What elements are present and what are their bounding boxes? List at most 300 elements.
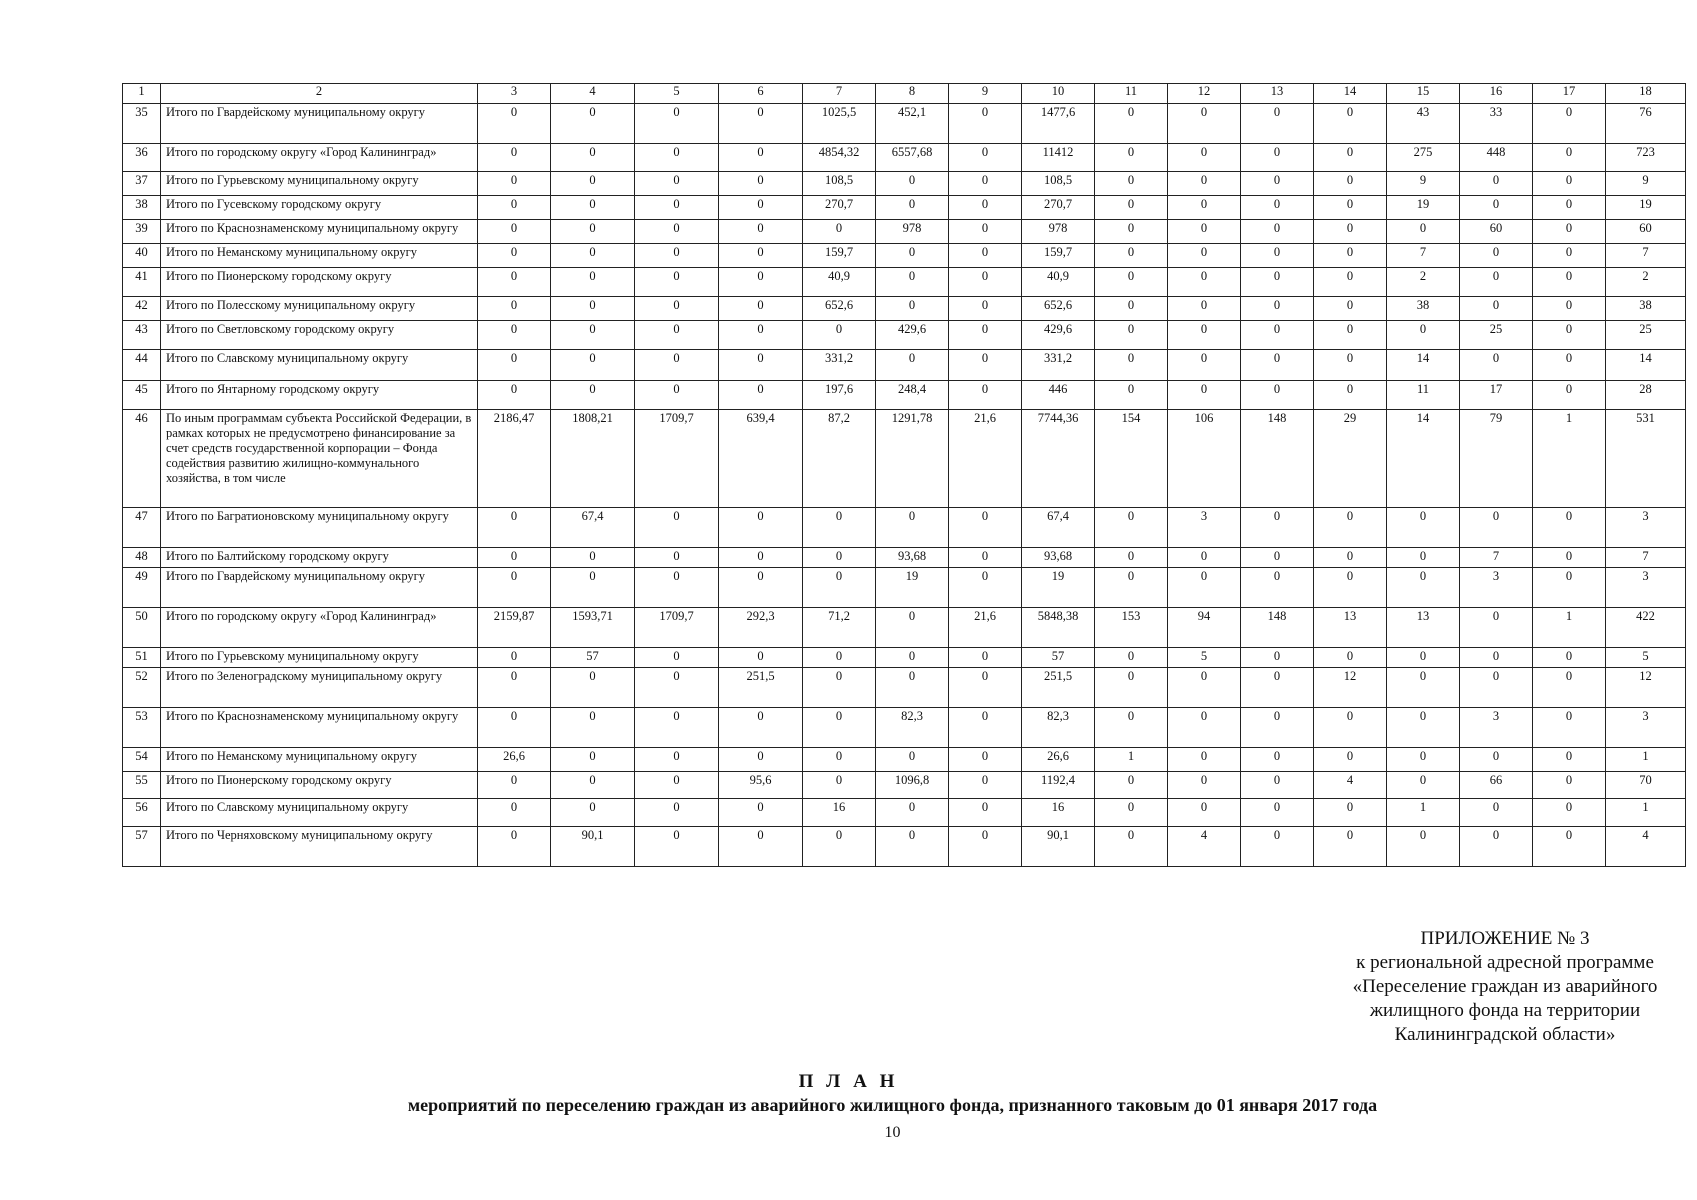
value-cell: 0 xyxy=(1533,827,1606,867)
value-cell: 0 xyxy=(1460,608,1533,648)
value-cell: 0 xyxy=(1460,748,1533,772)
row-number-cell: 48 xyxy=(123,548,161,568)
table-row xyxy=(123,381,1686,410)
value-cell: 0 xyxy=(1241,772,1314,799)
value-cell: 0 xyxy=(1241,244,1314,268)
row-name-cell: По иным программам субъекта Российской Федерации, в рамках которых не предусмотрено финансирование за счет средств государственной корпорации – Фонда содействия развитию жилищно-коммунального хозяйства, в том числе xyxy=(161,410,478,508)
value-cell: 0 xyxy=(949,321,1022,350)
value-cell: 0 xyxy=(478,196,551,220)
value-cell: 0 xyxy=(478,172,551,196)
value-cell: 19 xyxy=(1022,568,1095,608)
value-cell: 0 xyxy=(876,827,949,867)
value-cell: 1 xyxy=(1533,410,1606,508)
value-cell: 1709,7 xyxy=(635,608,719,648)
value-cell: 0 xyxy=(719,196,803,220)
value-cell: 14 xyxy=(1606,350,1686,381)
value-cell: 0 xyxy=(1314,508,1387,548)
value-cell: 7 xyxy=(1460,548,1533,568)
value-cell: 448 xyxy=(1460,144,1533,172)
value-cell: 0 xyxy=(1241,548,1314,568)
value-cell: 0 xyxy=(635,772,719,799)
value-cell: 0 xyxy=(1241,350,1314,381)
value-cell: 0 xyxy=(635,508,719,548)
value-cell: 12 xyxy=(1606,668,1686,708)
value-cell: 6557,68 xyxy=(876,144,949,172)
value-cell: 0 xyxy=(719,748,803,772)
value-cell: 0 xyxy=(1095,827,1168,867)
table-row xyxy=(123,799,1686,827)
page-number: 10 xyxy=(884,1124,901,1141)
value-cell: 0 xyxy=(1314,799,1387,827)
value-cell: 0 xyxy=(949,799,1022,827)
value-cell: 2 xyxy=(1387,268,1460,297)
value-cell: 0 xyxy=(1387,568,1460,608)
value-cell: 5848,38 xyxy=(1022,608,1095,648)
row-name-cell: Итого по Светловскому городскому округу xyxy=(161,321,478,350)
value-cell: 0 xyxy=(719,350,803,381)
value-cell: 0 xyxy=(719,172,803,196)
value-cell: 148 xyxy=(1241,410,1314,508)
table-row xyxy=(123,268,1686,297)
value-cell: 0 xyxy=(478,268,551,297)
value-cell: 0 xyxy=(551,668,635,708)
value-cell: 0 xyxy=(949,220,1022,244)
appendix-line-3: «Переселение граждан из аварийного xyxy=(1352,976,1658,997)
header-cell: 5 xyxy=(635,84,719,104)
value-cell: 0 xyxy=(949,648,1022,668)
value-cell: 331,2 xyxy=(803,350,876,381)
row-number-cell: 54 xyxy=(123,748,161,772)
value-cell: 12 xyxy=(1314,668,1387,708)
value-cell: 0 xyxy=(635,321,719,350)
value-cell: 0 xyxy=(1387,548,1460,568)
value-cell: 0 xyxy=(949,568,1022,608)
value-cell: 3 xyxy=(1606,568,1686,608)
row-name-cell: Итого по Гвардейскому муниципальному округу xyxy=(161,104,478,144)
value-cell: 0 xyxy=(551,104,635,144)
value-cell: 0 xyxy=(1314,220,1387,244)
value-cell: 66 xyxy=(1460,772,1533,799)
value-cell: 0 xyxy=(551,172,635,196)
value-cell: 251,5 xyxy=(719,668,803,708)
value-cell: 93,68 xyxy=(876,548,949,568)
row-name-cell: Итого по Янтарному городскому округу xyxy=(161,381,478,410)
row-number-cell: 51 xyxy=(123,648,161,668)
value-cell: 0 xyxy=(1387,708,1460,748)
value-cell: 0 xyxy=(876,648,949,668)
value-cell: 0 xyxy=(1314,381,1387,410)
value-cell: 0 xyxy=(1095,321,1168,350)
row-number-cell: 47 xyxy=(123,508,161,548)
value-cell: 0 xyxy=(1095,668,1168,708)
value-cell: 3 xyxy=(1606,708,1686,748)
value-cell: 0 xyxy=(1387,748,1460,772)
value-cell: 0 xyxy=(1241,297,1314,321)
header-cell: 12 xyxy=(1168,84,1241,104)
value-cell: 17 xyxy=(1460,381,1533,410)
value-cell: 0 xyxy=(949,196,1022,220)
table-row xyxy=(123,772,1686,799)
row-name-cell: Итого по Краснознаменскому муниципальному округу xyxy=(161,708,478,748)
value-cell: 0 xyxy=(1095,297,1168,321)
value-cell: 159,7 xyxy=(803,244,876,268)
value-cell: 21,6 xyxy=(949,608,1022,648)
row-name-cell: Итого по Зеленоградскому муниципальному округу xyxy=(161,668,478,708)
row-number-cell: 50 xyxy=(123,608,161,648)
value-cell: 0 xyxy=(1095,772,1168,799)
row-number-cell: 40 xyxy=(123,244,161,268)
header-cell: 6 xyxy=(719,84,803,104)
value-cell: 0 xyxy=(635,350,719,381)
value-cell: 0 xyxy=(478,568,551,608)
value-cell: 0 xyxy=(1314,321,1387,350)
value-cell: 0 xyxy=(803,648,876,668)
table-row xyxy=(123,244,1686,268)
value-cell: 0 xyxy=(949,144,1022,172)
header-cell: 4 xyxy=(551,84,635,104)
value-cell: 2186,47 xyxy=(478,410,551,508)
value-cell: 0 xyxy=(551,244,635,268)
value-cell: 0 xyxy=(1168,297,1241,321)
value-cell: 0 xyxy=(1387,772,1460,799)
value-cell: 0 xyxy=(1314,196,1387,220)
value-cell: 93,68 xyxy=(1022,548,1095,568)
row-name-cell: Итого по Пионерскому городскому округу xyxy=(161,268,478,297)
value-cell: 38 xyxy=(1387,297,1460,321)
value-cell: 0 xyxy=(1095,708,1168,748)
value-cell: 0 xyxy=(1168,772,1241,799)
value-cell: 38 xyxy=(1606,297,1686,321)
value-cell: 5 xyxy=(1606,648,1686,668)
row-number-cell: 36 xyxy=(123,144,161,172)
value-cell: 0 xyxy=(949,350,1022,381)
value-cell: 4854,32 xyxy=(803,144,876,172)
row-number-cell: 53 xyxy=(123,708,161,748)
value-cell: 0 xyxy=(1095,568,1168,608)
value-cell: 0 xyxy=(1387,648,1460,668)
value-cell: 90,1 xyxy=(1022,827,1095,867)
header-cell: 18 xyxy=(1606,84,1686,104)
row-number-cell: 42 xyxy=(123,297,161,321)
table-row xyxy=(123,548,1686,568)
value-cell: 0 xyxy=(1533,350,1606,381)
row-name-cell: Итого по Неманскому муниципальному округу xyxy=(161,244,478,268)
value-cell: 0 xyxy=(949,104,1022,144)
value-cell: 0 xyxy=(635,381,719,410)
value-cell: 0 xyxy=(478,668,551,708)
value-cell: 0 xyxy=(803,748,876,772)
value-cell: 40,9 xyxy=(803,268,876,297)
value-cell: 0 xyxy=(1241,144,1314,172)
value-cell: 154 xyxy=(1095,410,1168,508)
value-cell: 70 xyxy=(1606,772,1686,799)
value-cell: 0 xyxy=(719,708,803,748)
value-cell: 0 xyxy=(478,508,551,548)
table-row xyxy=(123,321,1686,350)
row-number-cell: 35 xyxy=(123,104,161,144)
value-cell: 0 xyxy=(949,244,1022,268)
value-cell: 106 xyxy=(1168,410,1241,508)
value-cell: 3 xyxy=(1460,708,1533,748)
value-cell: 0 xyxy=(635,708,719,748)
value-cell: 0 xyxy=(1460,297,1533,321)
value-cell: 0 xyxy=(635,172,719,196)
value-cell: 0 xyxy=(876,350,949,381)
value-cell: 1 xyxy=(1533,608,1606,648)
value-cell: 0 xyxy=(1314,568,1387,608)
value-cell: 0 xyxy=(1168,568,1241,608)
table-row xyxy=(123,748,1686,772)
value-cell: 0 xyxy=(635,648,719,668)
value-cell: 0 xyxy=(803,772,876,799)
value-cell: 0 xyxy=(1095,350,1168,381)
row-number-cell: 56 xyxy=(123,799,161,827)
value-cell: 0 xyxy=(478,321,551,350)
value-cell: 0 xyxy=(1314,172,1387,196)
value-cell: 0 xyxy=(1533,668,1606,708)
value-cell: 0 xyxy=(1314,827,1387,867)
value-cell: 0 xyxy=(1241,381,1314,410)
table-header-row xyxy=(123,84,1686,104)
value-cell: 7 xyxy=(1606,244,1686,268)
header-cell: 11 xyxy=(1095,84,1168,104)
value-cell: 0 xyxy=(719,321,803,350)
value-cell: 21,6 xyxy=(949,410,1022,508)
value-cell: 0 xyxy=(803,568,876,608)
value-cell: 9 xyxy=(1387,172,1460,196)
value-cell: 0 xyxy=(1168,196,1241,220)
value-cell: 0 xyxy=(1533,104,1606,144)
value-cell: 1 xyxy=(1387,799,1460,827)
value-cell: 0 xyxy=(635,268,719,297)
value-cell: 0 xyxy=(1168,144,1241,172)
value-cell: 0 xyxy=(803,827,876,867)
value-cell: 0 xyxy=(1241,172,1314,196)
value-cell: 0 xyxy=(1168,321,1241,350)
value-cell: 0 xyxy=(635,799,719,827)
header-cell: 10 xyxy=(1022,84,1095,104)
value-cell: 0 xyxy=(551,381,635,410)
value-cell: 0 xyxy=(635,748,719,772)
value-cell: 33 xyxy=(1460,104,1533,144)
row-name-cell: Итого по городскому округу «Город Калининград» xyxy=(161,144,478,172)
value-cell: 0 xyxy=(949,172,1022,196)
value-cell: 2 xyxy=(1606,268,1686,297)
value-cell: 0 xyxy=(949,668,1022,708)
value-cell: 0 xyxy=(1314,268,1387,297)
value-cell: 0 xyxy=(1241,321,1314,350)
value-cell: 0 xyxy=(635,144,719,172)
value-cell: 0 xyxy=(551,772,635,799)
value-cell: 531 xyxy=(1606,410,1686,508)
value-cell: 0 xyxy=(1533,508,1606,548)
header-cell: 15 xyxy=(1387,84,1460,104)
value-cell: 25 xyxy=(1460,321,1533,350)
table-row xyxy=(123,508,1686,548)
value-cell: 0 xyxy=(719,827,803,867)
value-cell: 0 xyxy=(1533,172,1606,196)
value-cell: 0 xyxy=(949,772,1022,799)
value-cell: 452,1 xyxy=(876,104,949,144)
value-cell: 0 xyxy=(1533,144,1606,172)
value-cell: 19 xyxy=(1387,196,1460,220)
table-row xyxy=(123,410,1686,508)
value-cell: 0 xyxy=(1387,668,1460,708)
row-name-cell: Итого по Пионерскому городскому округу xyxy=(161,772,478,799)
value-cell: 7 xyxy=(1387,244,1460,268)
value-cell: 0 xyxy=(1095,196,1168,220)
value-cell: 331,2 xyxy=(1022,350,1095,381)
value-cell: 0 xyxy=(478,548,551,568)
row-name-cell: Итого по Полесскому муниципальному округу xyxy=(161,297,478,321)
value-cell: 90,1 xyxy=(551,827,635,867)
value-cell: 11 xyxy=(1387,381,1460,410)
table-row xyxy=(123,297,1686,321)
value-cell: 0 xyxy=(1168,104,1241,144)
value-cell: 0 xyxy=(1314,350,1387,381)
value-cell: 251,5 xyxy=(1022,668,1095,708)
value-cell: 0 xyxy=(876,748,949,772)
value-cell: 0 xyxy=(1314,648,1387,668)
value-cell: 0 xyxy=(1314,297,1387,321)
value-cell: 275 xyxy=(1387,144,1460,172)
value-cell: 0 xyxy=(1095,548,1168,568)
header-cell: 8 xyxy=(876,84,949,104)
appendix-line-5: Калининградской области» xyxy=(1394,1024,1616,1045)
value-cell: 0 xyxy=(719,244,803,268)
value-cell: 723 xyxy=(1606,144,1686,172)
value-cell: 0 xyxy=(551,321,635,350)
row-number-cell: 52 xyxy=(123,668,161,708)
value-cell: 0 xyxy=(478,144,551,172)
value-cell: 1291,78 xyxy=(876,410,949,508)
value-cell: 0 xyxy=(949,708,1022,748)
value-cell: 0 xyxy=(478,827,551,867)
value-cell: 0 xyxy=(478,104,551,144)
value-cell: 0 xyxy=(1168,220,1241,244)
value-cell: 0 xyxy=(949,381,1022,410)
value-cell: 16 xyxy=(803,799,876,827)
value-cell: 0 xyxy=(876,799,949,827)
row-name-cell: Итого по городскому округу «Город Калининград» xyxy=(161,608,478,648)
value-cell: 0 xyxy=(876,608,949,648)
value-cell: 0 xyxy=(1241,104,1314,144)
value-cell: 0 xyxy=(551,196,635,220)
value-cell: 0 xyxy=(478,648,551,668)
row-number-cell: 55 xyxy=(123,772,161,799)
value-cell: 0 xyxy=(1314,708,1387,748)
value-cell: 13 xyxy=(1387,608,1460,648)
value-cell: 1 xyxy=(1095,748,1168,772)
value-cell: 7744,36 xyxy=(1022,410,1095,508)
row-name-cell: Итого по Славскому муниципальному округу xyxy=(161,350,478,381)
value-cell: 0 xyxy=(635,668,719,708)
table-row xyxy=(123,608,1686,648)
value-cell: 292,3 xyxy=(719,608,803,648)
value-cell: 652,6 xyxy=(1022,297,1095,321)
value-cell: 0 xyxy=(1314,144,1387,172)
value-cell: 0 xyxy=(551,268,635,297)
value-cell: 0 xyxy=(551,708,635,748)
value-cell: 0 xyxy=(1095,244,1168,268)
row-number-cell: 45 xyxy=(123,381,161,410)
value-cell: 270,7 xyxy=(803,196,876,220)
value-cell: 0 xyxy=(478,297,551,321)
value-cell: 4 xyxy=(1606,827,1686,867)
value-cell: 14 xyxy=(1387,350,1460,381)
value-cell: 0 xyxy=(949,508,1022,548)
value-cell: 0 xyxy=(478,350,551,381)
header-cell: 1 xyxy=(123,84,161,104)
header-cell: 13 xyxy=(1241,84,1314,104)
row-number-cell: 49 xyxy=(123,568,161,608)
value-cell: 0 xyxy=(1168,244,1241,268)
value-cell: 0 xyxy=(719,548,803,568)
value-cell: 0 xyxy=(1241,508,1314,548)
value-cell: 0 xyxy=(1533,799,1606,827)
value-cell: 0 xyxy=(949,297,1022,321)
value-cell: 0 xyxy=(1168,799,1241,827)
plan-subtitle: мероприятий по переселению граждан из аварийного жилищного фонда, признанного таковым до 01 января 2017 года xyxy=(407,1095,1378,1115)
value-cell: 0 xyxy=(635,548,719,568)
value-cell: 82,3 xyxy=(1022,708,1095,748)
value-cell: 159,7 xyxy=(1022,244,1095,268)
value-cell: 0 xyxy=(1314,244,1387,268)
value-cell: 7 xyxy=(1606,548,1686,568)
value-cell: 0 xyxy=(1168,381,1241,410)
value-cell: 0 xyxy=(1168,548,1241,568)
value-cell: 0 xyxy=(551,297,635,321)
value-cell: 0 xyxy=(719,268,803,297)
value-cell: 248,4 xyxy=(876,381,949,410)
value-cell: 0 xyxy=(551,568,635,608)
value-cell: 0 xyxy=(1533,568,1606,608)
value-cell: 79 xyxy=(1460,410,1533,508)
value-cell: 0 xyxy=(1460,508,1533,548)
value-cell: 0 xyxy=(635,220,719,244)
value-cell: 0 xyxy=(1095,172,1168,196)
value-cell: 0 xyxy=(1387,508,1460,548)
value-cell: 0 xyxy=(635,196,719,220)
value-cell: 0 xyxy=(1533,244,1606,268)
value-cell: 0 xyxy=(478,772,551,799)
value-cell: 0 xyxy=(719,508,803,548)
appendix-line-1: ПРИЛОЖЕНИЕ № 3 xyxy=(1420,928,1590,949)
value-cell: 1808,21 xyxy=(551,410,635,508)
value-cell: 0 xyxy=(1241,827,1314,867)
value-cell: 0 xyxy=(1460,172,1533,196)
value-cell: 0 xyxy=(478,381,551,410)
row-name-cell: Итого по Балтийскому городскому округу xyxy=(161,548,478,568)
value-cell: 0 xyxy=(949,548,1022,568)
value-cell: 0 xyxy=(1460,196,1533,220)
table-row xyxy=(123,648,1686,668)
value-cell: 40,9 xyxy=(1022,268,1095,297)
value-cell: 1 xyxy=(1606,748,1686,772)
table-row xyxy=(123,827,1686,867)
value-cell: 0 xyxy=(551,799,635,827)
row-number-cell: 41 xyxy=(123,268,161,297)
value-cell: 13 xyxy=(1314,608,1387,648)
value-cell: 0 xyxy=(1533,297,1606,321)
value-cell: 422 xyxy=(1606,608,1686,648)
plan-title: П Л А Н xyxy=(798,1071,899,1092)
value-cell: 0 xyxy=(551,548,635,568)
row-name-cell: Итого по Краснознаменскому муниципальному округу xyxy=(161,220,478,244)
value-cell: 0 xyxy=(1168,748,1241,772)
value-cell: 0 xyxy=(1314,104,1387,144)
value-cell: 3 xyxy=(1168,508,1241,548)
